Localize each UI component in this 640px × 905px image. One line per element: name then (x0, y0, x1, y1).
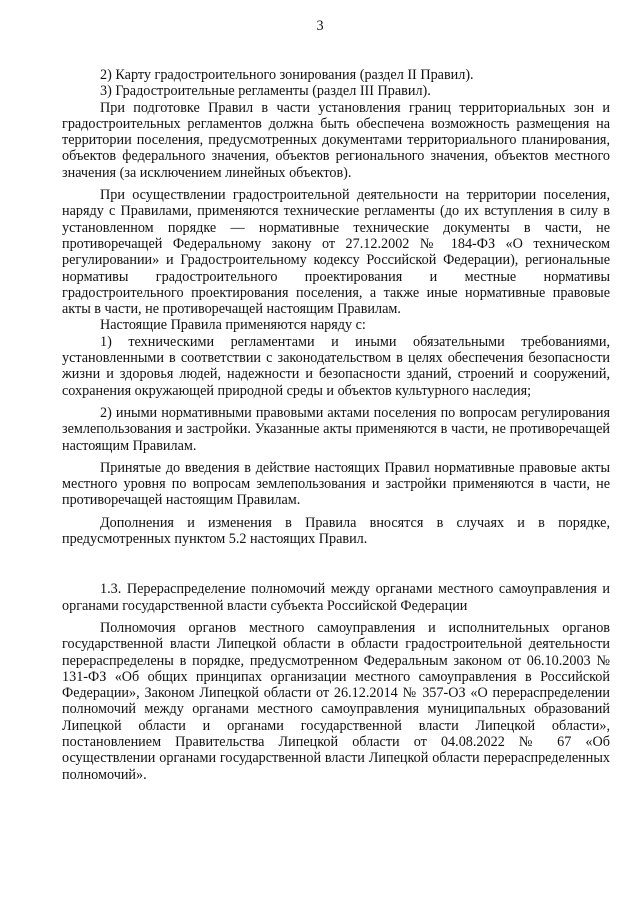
paragraph-applied-with: Настоящие Правила применяются наряду с: (100, 317, 366, 334)
paragraph-amendments: Дополнения и изменения в Правила вносятся в случаях и в порядке, предусмотренных пунктом 5.2 настоящих Правил. (62, 514, 610, 548)
section-heading-1-3: 1.3. Перераспределение полномочий между органами местного самоуправления и органами государственной власти субъекта Российской Федерации (62, 581, 610, 614)
list-item-map: 2) Карту градостроительного зонирования (раздел II Правил). (100, 67, 474, 83)
paragraph-powers: Полномочия органов местного самоуправления и исполнительных органов государственной власти Липецкой области в области градостроительной деятельности перераспределены в порядке, предусмотренном Федеральным законом от 06.10.2003 № 131-ФЗ «Об общих принципах организации местного самоуправления в Российской Федерации», Законом Липецкой области от 26.12.2014 № 357-ОЗ «О перераспределении полномочий между органами местного самоуправления муниципальных образований Липецкой области и органами государственной власти Липецкой области», постановлением Правительства Липецкой области от 04.08.2022 № 67 «Об осуществлении органами государственной власти Липецкой области перераспределенных полномочий». (62, 619, 610, 783)
list-item-regulations: 3) Градостроительные регламенты (раздел III Правил). (100, 83, 431, 100)
paragraph-prior-acts: Принятые до введения в действие настоящих Правил нормативные правовые акты местного уровня по вопросам землепользования и застройки применяются в части, не противоречащей настоящим Правилам. (62, 459, 610, 509)
paragraph-technical-regulations: При осуществлении градостроительной деятельности на территории поселения, наряду с Правилами, применяются технические регламенты (до их вступления в силу в установленном порядке — нормативные технические документы в части, не противоречащей Федеральному закону от 27.12.2002 № 184-ФЗ «О техническом регулировании» и Градостроительному кодексу Российской Федерации), региональные нормативы градостроительного проектирования и местные нормативы градостроительного проектирования поселения, а также иные нормативные правовые акты в части, не противоречащей настоящим Правилам. (62, 187, 610, 318)
list-item-legal-acts: 2) иными нормативными правовыми актами поселения по вопросам регулирования землепользования и застройки. Указанные акты применяются в части, не противоречащей настоящим Правилам. (62, 404, 610, 454)
document-body (62, 67, 610, 783)
list-item-tech-regulations: 1) техническими регламентами и иными обязательными требованиями, установленными в соответствии с законодательством в целях обеспечения безопасности жизни и здоровья людей, надежности и безопасности зданий, строений и сооружений, сохранения окружающей природной среды и объектов культурного наследия; (62, 333, 610, 399)
page-number: 3 (316, 18, 324, 34)
paragraph-zones: При подготовке Правил в части установления границ территориальных зон и градостроительных регламентов должна быть обеспечена возможность размещения на территории поселения, предусмотренных документами территориального планирования, объектов федерального значения, объектов регионального значения, объектов местного значения (за исключением линейных объектов). (62, 99, 610, 181)
